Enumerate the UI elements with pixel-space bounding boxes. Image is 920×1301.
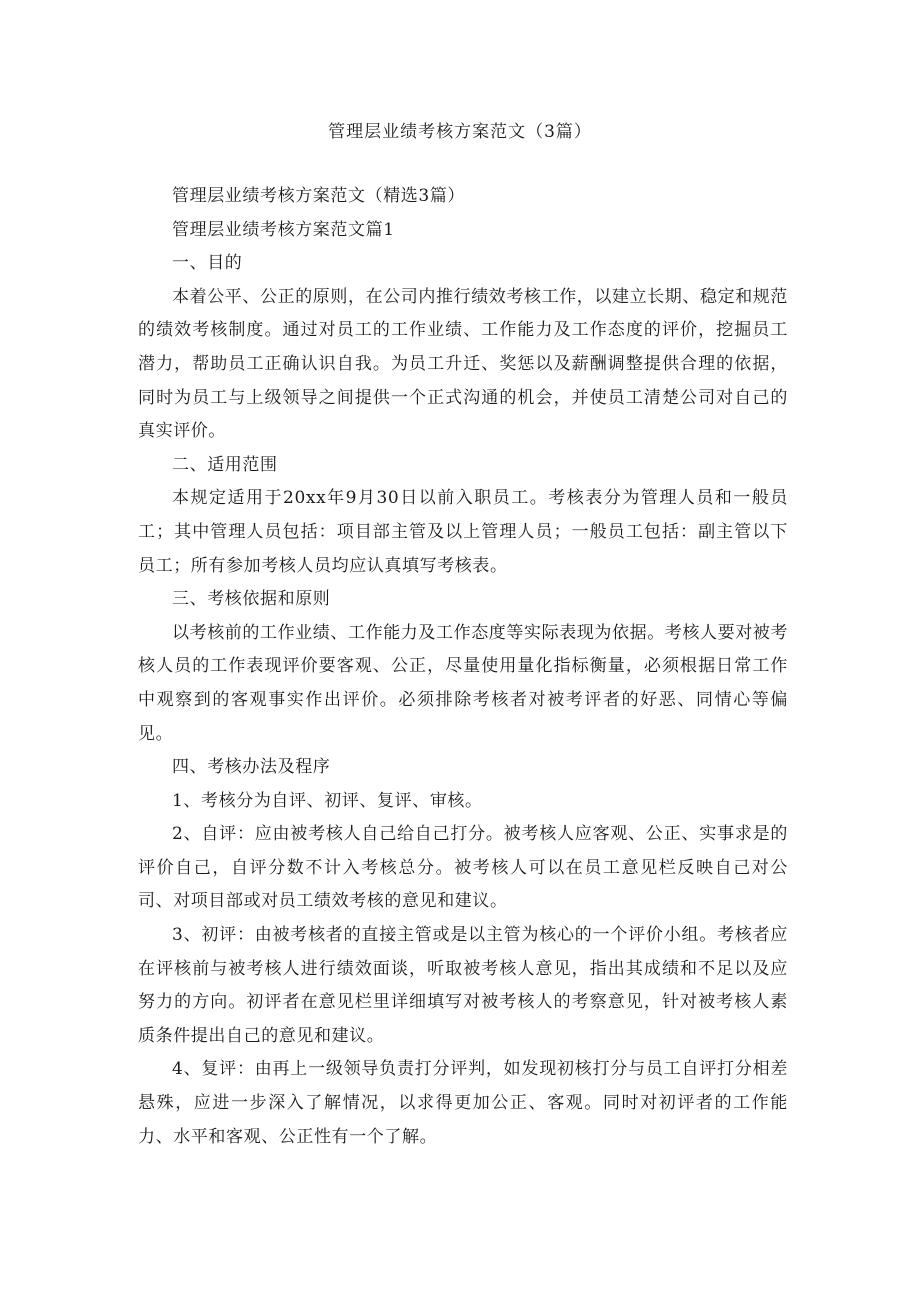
heading-scope: 二、适用范围 [172, 454, 278, 475]
heading-purpose: 一、目的 [172, 253, 243, 274]
subtitle: 管理层业绩考核方案范文（精选3篇） [172, 186, 466, 206]
procedure-item-1: 1、考核分为自评、初评、复评、审核。 [172, 790, 483, 811]
section-title: 管理层业绩考核方案范文篇1 [172, 219, 395, 240]
document-title: 管理层业绩考核方案范文（3篇） [328, 122, 592, 142]
paragraph-scope: 本规定适用于20xx年9月30日以前入职员工。考核表分为管理人员和一般员工；其中管理人员包括：项目部主管及以上管理人员；一般员工包括：副主管以下员工；所有参加考核人员均应认真填写考核表。 [138, 488, 788, 576]
heading-procedure: 四、考核办法及程序 [172, 757, 331, 778]
heading-basis: 三、考核依据和原则 [172, 589, 331, 610]
paragraph-purpose: 本着公平、公正的原则，在公司内推行绩效考核工作，以建立长期、稳定和规范的绩效考核制度。通过对员工的工作业绩、工作能力及工作态度的评价，挖掘员工潜力，帮助员工正确认识自我。为员工升迁、奖惩以及薪酬调整提供合理的依据，同时为员工与上级领导之间提供一个正式沟通的机会，并使员工清楚公司对自己的真实评价。 [138, 286, 788, 442]
procedure-item-2: 2、自评：应由被考核人自己给自己打分。被考核人应客观、公正、实事求是的评价自己，自评分数不计入考核总分。被考核人可以在员工意见栏反映自己对公司、对项目部或对员工绩效考核的意见和建议。 [138, 824, 788, 912]
paragraph-basis: 以考核前的工作业绩、工作能力及工作态度等实际表现为依据。考核人要对被考核人员的工作表现评价要客观、公正，尽量使用量化指标衡量，必须根据日常工作中观察到的客观事实作出评价。必须排除考核者对被考评者的好恶、同情心等偏见。 [138, 622, 788, 744]
procedure-item-4: 4、复评：由再上一级领导负责打分评判，如发现初核打分与员工自评打分相差悬殊，应进一步深入了解情况，以求得更加公正、客观。同时对初评者的工作能力、水平和客观、公正性有一个了解。 [138, 1059, 788, 1147]
procedure-item-3: 3、初评：由被考核者的直接主管或是以主管为核心的一个评价小组。考核者应在评核前与被考核人进行绩效面谈，听取被考核人意见，指出其成绩和不足以及应努力的方向。初评者在意见栏里详细填写对被考核人的考察意见，针对被考核人素质条件提出自己的意见和建议。 [138, 925, 788, 1046]
document-body [138, 180, 788, 1154]
